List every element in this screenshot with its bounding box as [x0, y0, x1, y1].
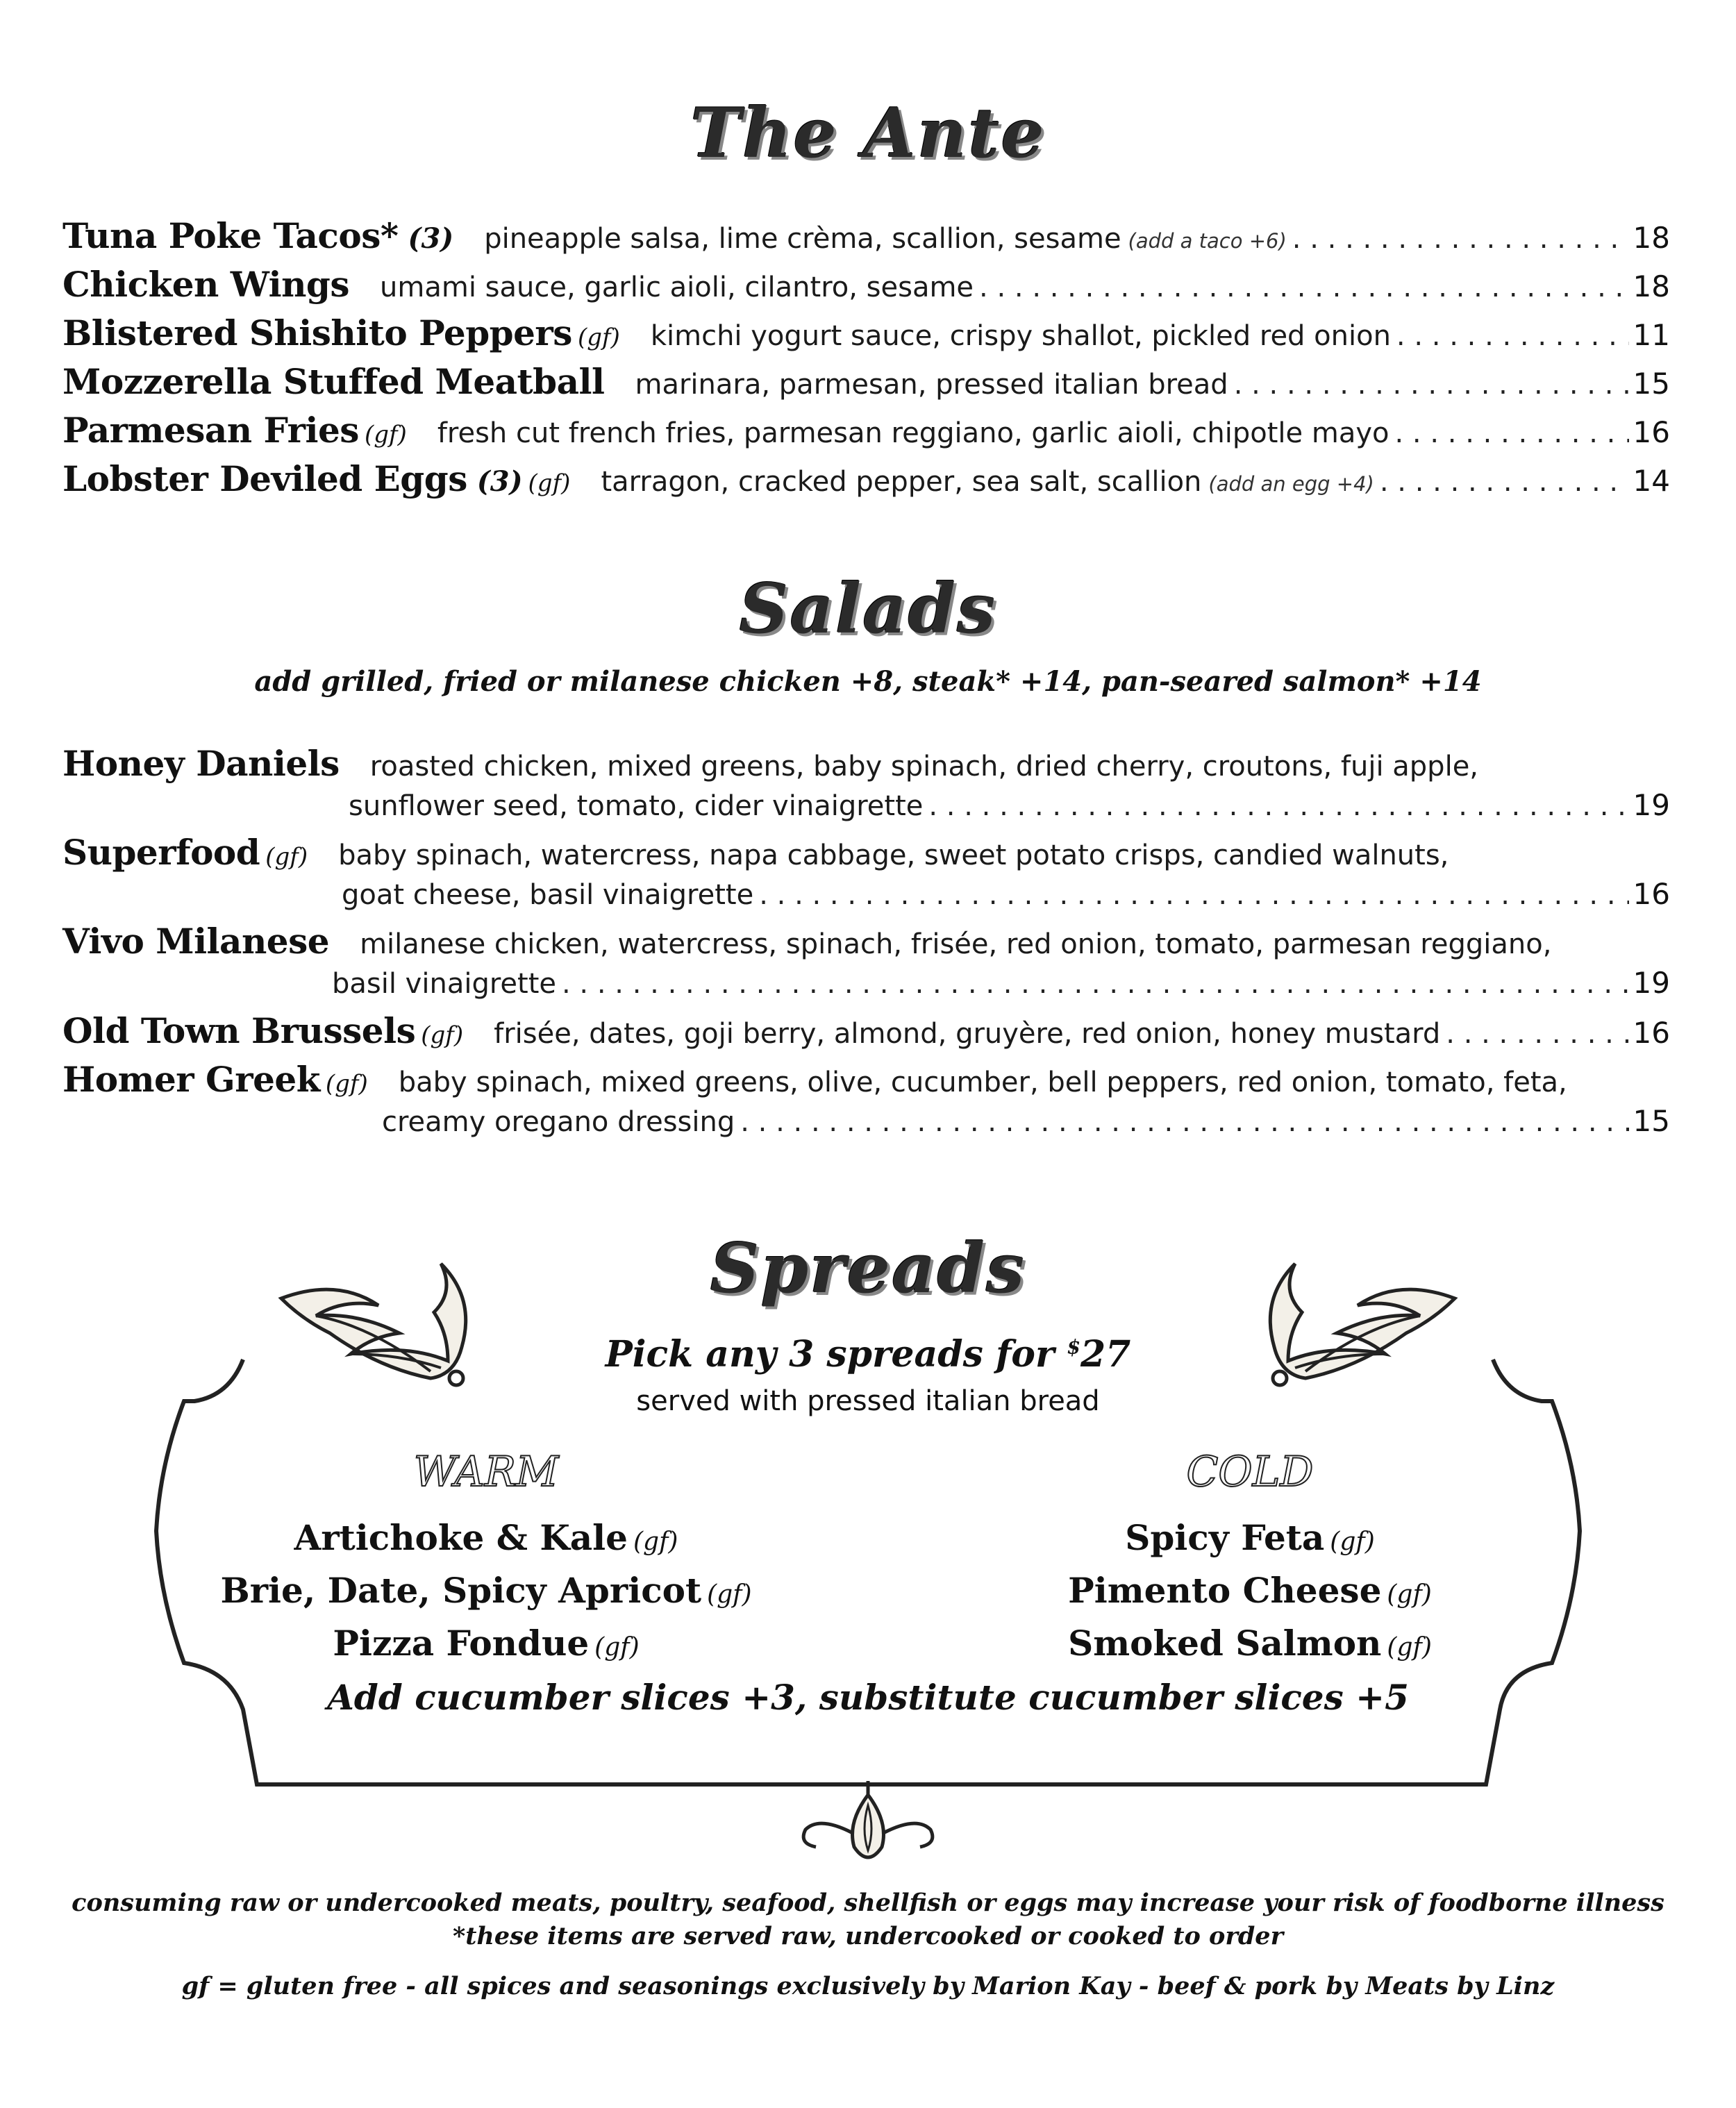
item-price: 15 — [1633, 1104, 1670, 1138]
item-description: baby spinach, mixed greens, olive, cucumber, bell peppers, red onion, tomato, feta, — [398, 1066, 1567, 1098]
gluten-free-sourcing-note: gf = gluten free - all spices and seasonings exclusively by Marion Kay - beef & pork by Meats by Linz — [181, 1972, 1555, 2000]
spread-name: Pimento Cheese — [1068, 1570, 1382, 1611]
item-description-continued: basil vinaigrette — [332, 968, 556, 1000]
item-description-continued: goat cheese, basil vinaigrette — [342, 879, 754, 911]
spreads-title: Spreads — [710, 1229, 1026, 1309]
item-name: Honey Daniels — [62, 743, 340, 784]
item-quantity: (3) — [408, 222, 454, 255]
gluten-free-tag: (gf) — [594, 1633, 640, 1662]
spread-name: Smoked Salmon — [1068, 1623, 1382, 1664]
item-price: 18 — [1633, 269, 1670, 303]
item-name: Mozzerella Stuffed Meatball — [62, 361, 605, 402]
warm-spread-list — [208, 1514, 764, 1672]
item-price: 18 — [1633, 221, 1670, 255]
spread-item — [972, 1514, 1528, 1566]
item-description: kimchi yogurt sauce, crispy shallot, pickled red onion — [650, 320, 1391, 352]
offer-price: 27 — [1080, 1333, 1131, 1375]
item-description: marinara, parmesan, pressed italian bread — [635, 369, 1228, 401]
gluten-free-tag: (gf) — [421, 1021, 464, 1049]
item-name: Chicken Wings — [62, 264, 350, 305]
item-quantity: (3) — [476, 465, 523, 498]
gluten-free-tag: (gf) — [528, 469, 571, 497]
gluten-free-tag: (gf) — [1387, 1633, 1432, 1662]
raw-food-warning: consuming raw or undercooked meats, poultry, seafood, shellfish or eggs may increase your risk of foodborne illness — [72, 1889, 1664, 1917]
item-price: 14 — [1633, 464, 1670, 498]
item-description: roasted chicken, mixed greens, baby spinach, dried cherry, croutons, fuji apple, — [369, 751, 1479, 783]
item-name: Superfood — [62, 832, 260, 873]
gluten-free-tag: (gf) — [577, 324, 620, 351]
item-note: (add a taco +6) — [1128, 229, 1287, 253]
spread-item — [208, 1566, 764, 1619]
item-description-continued: creamy oregano dressing — [382, 1106, 735, 1138]
item-price: 15 — [1633, 367, 1670, 401]
spreads-subtitle: served with pressed italian bread — [636, 1385, 1100, 1417]
warm-heading: WARM — [413, 1448, 559, 1496]
spread-name: Pizza Fondue — [333, 1623, 590, 1664]
item-description: frisée, dates, goji berry, almond, gruyère, red onion, honey mustard — [494, 1018, 1441, 1050]
cucumber-addon-note: Add cucumber slices +3, substitute cucumber slices +5 — [327, 1677, 1409, 1718]
ante-title: The Ante — [690, 94, 1046, 174]
item-price: 16 — [1633, 877, 1670, 911]
gluten-free-tag: (gf) — [265, 843, 308, 871]
item-price: 19 — [1633, 966, 1670, 1000]
offer-text: Pick any 3 spreads for — [605, 1333, 1055, 1375]
item-description: tarragon, cracked pepper, sea salt, scallion — [601, 466, 1202, 498]
gluten-free-tag: (gf) — [633, 1528, 678, 1556]
spread-name: Artichoke & Kale — [294, 1517, 628, 1558]
item-name: Homer Greek — [62, 1059, 320, 1100]
item-description-continued: sunflower seed, tomato, cider vinaigrette — [349, 790, 924, 822]
item-price: 19 — [1633, 788, 1670, 822]
item-price: 16 — [1633, 1016, 1670, 1050]
item-description: umami sauce, garlic aioli, cilantro, sesame — [380, 271, 974, 303]
gluten-free-tag: (gf) — [325, 1070, 368, 1098]
spread-item — [972, 1566, 1528, 1619]
spread-name: Brie, Date, Spicy Apricot — [220, 1570, 702, 1611]
gluten-free-tag: (gf) — [364, 421, 407, 449]
cold-spread-list — [972, 1514, 1528, 1672]
item-name: Vivo Milanese — [62, 921, 330, 962]
item-price: 16 — [1633, 415, 1670, 449]
item-name: Old Town Brussels — [62, 1010, 416, 1051]
spread-name: Spicy Feta — [1125, 1517, 1325, 1558]
salads-title: Salads — [739, 569, 997, 649]
item-name: Blistered Shishito Peppers — [62, 312, 572, 353]
gluten-free-tag: (gf) — [707, 1580, 752, 1609]
item-price: 11 — [1633, 318, 1670, 352]
item-note: (add an egg +4) — [1208, 472, 1374, 496]
spread-item — [208, 1514, 764, 1566]
currency-symbol: $ — [1067, 1335, 1080, 1359]
item-description: milanese chicken, watercress, spinach, frisée, red onion, tomato, parmesan reggiano, — [360, 928, 1552, 960]
item-name: Lobster Deviled Eggs — [62, 458, 467, 499]
bottom-flourish-icon — [792, 1781, 944, 1878]
item-description: baby spinach, watercress, napa cabbage, sweet potato crisps, candied walnuts, — [338, 839, 1449, 871]
raw-items-note: *these items are served raw, undercooked or cooked to order — [452, 1922, 1284, 1950]
gluten-free-tag: (gf) — [1330, 1528, 1375, 1556]
item-description: fresh cut french fries, parmesan reggiano, garlic aioli, chipotle mayo — [437, 417, 1389, 449]
salads-addon-note: add grilled, fried or milanese chicken +8, steak* +14, pan-seared salmon* +14 — [254, 665, 1482, 698]
spread-item — [972, 1619, 1528, 1672]
spreads-offer — [0, 1333, 1736, 1375]
item-name: Tuna Poke Tacos* — [62, 215, 399, 256]
item-description: pineapple salsa, lime crèma, scallion, sesame — [484, 223, 1121, 255]
spread-item — [208, 1619, 764, 1672]
gluten-free-tag: (gf) — [1387, 1580, 1432, 1609]
item-name: Parmesan Fries — [62, 410, 359, 451]
cold-heading: COLD — [1186, 1448, 1314, 1496]
